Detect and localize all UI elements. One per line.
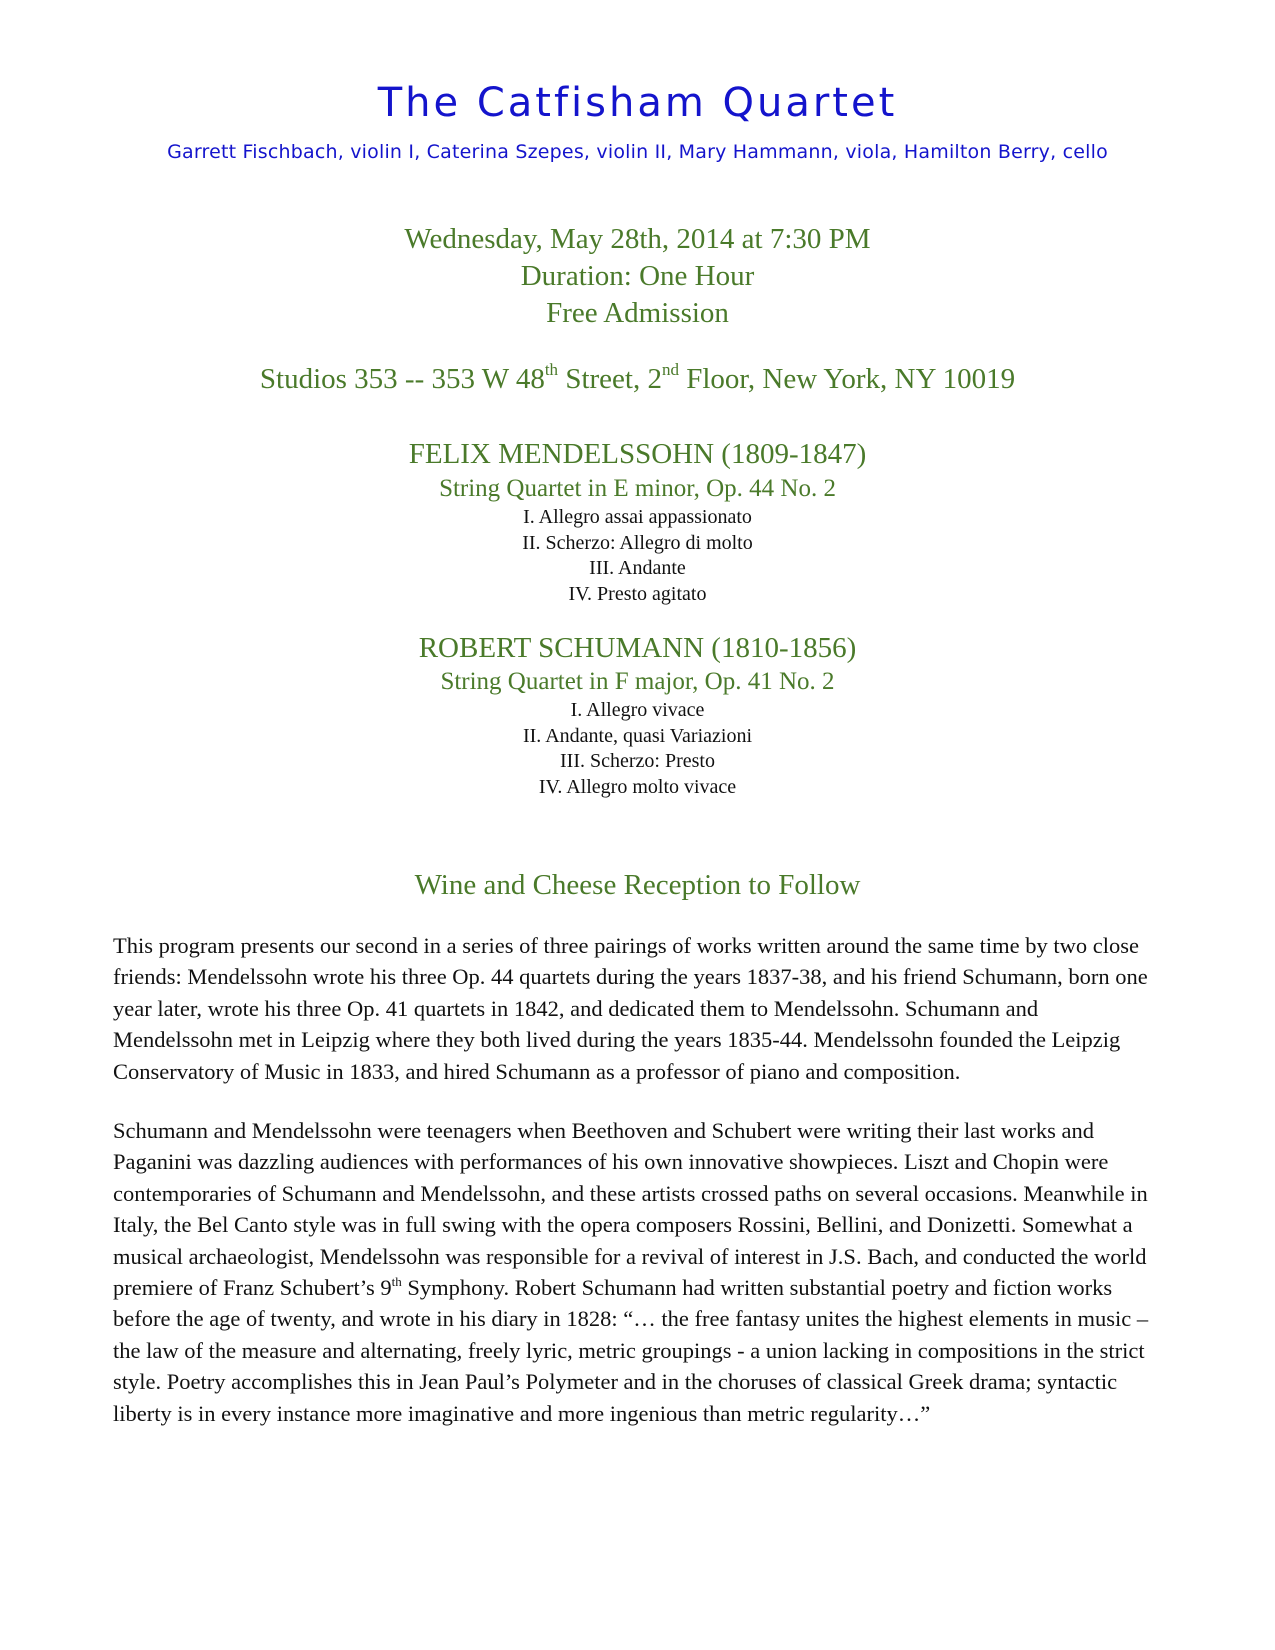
venue-superscript-1: th (544, 360, 559, 379)
movement-item: II. Scherzo: Allegro di molto (522, 531, 753, 554)
event-date-time: Wednesday, May 28th, 2014 at 7:30 PM (404, 223, 871, 255)
event-admission: Free Admission (546, 297, 729, 329)
movement-item: III. Scherzo: Presto (560, 750, 715, 772)
program-notes-paragraph-1: This program presents our second in a series of three pairings of works written around the same time by two close friends: Mendelssohn wrote his three Op. 44 quartets during the years 1837-38, and his friend Schumann, born one year later, wrote his three Op. 41 quartets in 1842, and dedicated them to Mendelssohn. Schumann and Mendelssohn met in Leipzig where they both lived during the years 1835-44. Mendelssohn founded the Leipzig Conservatory of Music in 1833, and hired Schumann as a professor of piano and composition. (113, 933, 1148, 1084)
program-composer-1: FELIX MENDELSSOHN (1809-1847) (408, 438, 867, 470)
ensemble-title: The Catfisham Quartet (377, 80, 898, 126)
venue-part-1: Studios 353 -- 353 W 48 (259, 363, 545, 395)
paragraph-2-text-b: Symphony. Robert Schumann had written substantial poetry and fiction works before the age of twenty, and wrote in his diary in 1828: “… the free fantasy unites the highest elements in music – the law of the measure and alternating, freely lyric, metric groupings - a union lacking in compositions in the strict style. Poetry accomplishes this in Jean Paul’s Polymeter and in the choruses of classical Greek drama; syntactic liberty is in every instance more imaginative and more ingenious than metric regularity…” (113, 1275, 1149, 1426)
movement-item: IV. Presto agitato (568, 582, 707, 605)
members-line: Garrett Fischbach, violin I, Caterina Szepes, violin II, Mary Hammann, viola, Hamilton Berry, cello (167, 141, 1108, 163)
event-duration: Duration: One Hour (520, 260, 755, 292)
venue-superscript-2: nd (661, 360, 679, 379)
program-composer-2: ROBERT SCHUMANN (1810-1856) (418, 632, 857, 664)
movement-item: I. Allegro assai appassionato (523, 506, 752, 528)
venue-part-3: Floor, New York, NY 10019 (678, 363, 1016, 395)
program-work-2: String Quartet in F major, Op. 41 No. 2 (440, 668, 835, 695)
paragraph-2-text-a: Schumann and Mendelssohn were teenagers when Beethoven and Schubert were writing their last works and Paganini was dazzling audiences with performances of his own innovative showpieces. Liszt and Chopin were contemporaries of Schumann and Mendelssohn, and these artists crossed paths on several occasions. Meanwhile in Italy, the Bel Canto style was in full swing with the opera composers Rossini, Bellini, and Donizetti. Somewhat a musical archaeologist, Mendelssohn was responsible for a revival of interest in J.S. Bach, and conducted the world premiere of Franz Schubert’s 9 (113, 1118, 1148, 1301)
movement-list-2 (0, 698, 1275, 800)
paragraph-2-superscript: th (391, 1274, 402, 1290)
program-notes-paragraph-2 (113, 1115, 1163, 1429)
movement-item: I. Allegro vivace (570, 699, 705, 721)
movement-list-1 (0, 505, 1275, 607)
movement-item: III. Andante (589, 557, 686, 579)
event-venue (0, 361, 1275, 397)
venue-part-2: Street, 2 (558, 363, 662, 395)
reception-note: Wine and Cheese Reception to Follow (414, 869, 861, 901)
movement-item: II. Andante, quasi Variazioni (522, 724, 752, 747)
program-work-1: String Quartet in E minor, Op. 44 No. 2 (439, 475, 836, 502)
movement-item: IV. Allegro molto vivace (538, 775, 737, 798)
